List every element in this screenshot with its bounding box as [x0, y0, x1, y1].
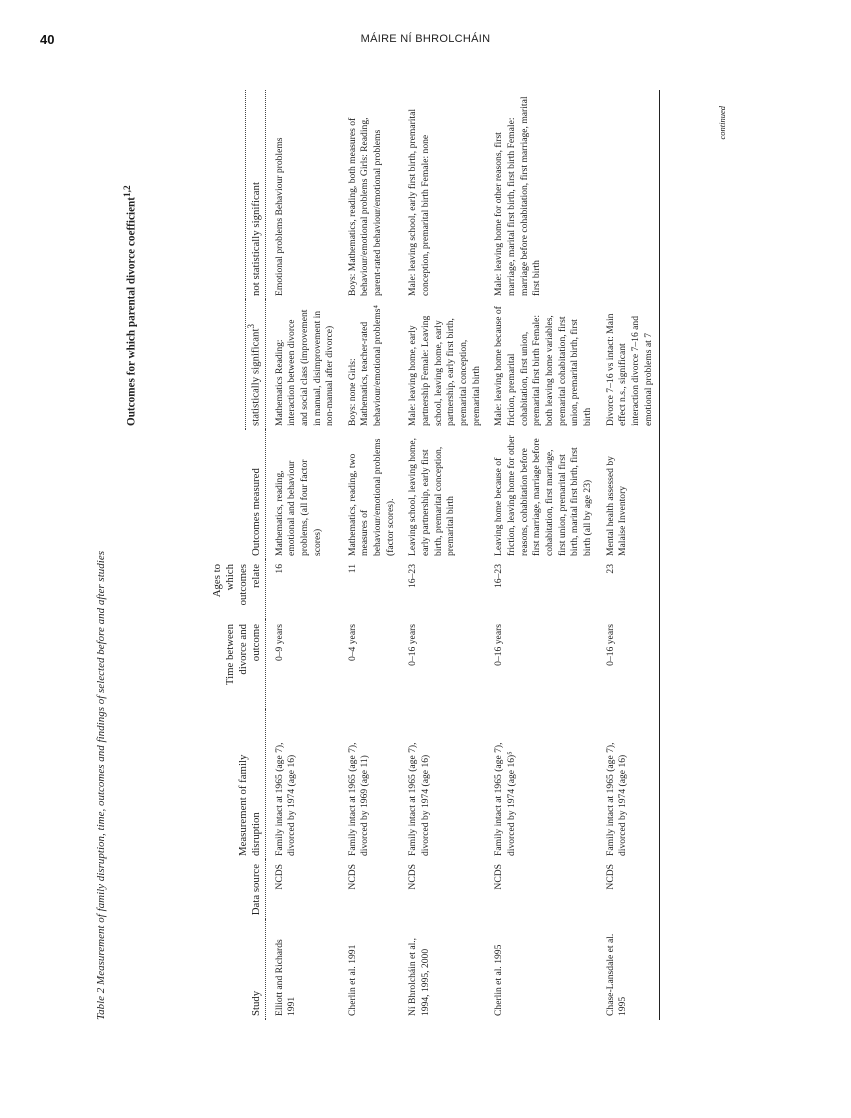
cell-measurement: Family intact at 1965 (age 7), divorced by 1974 (age 16)⁵: [493, 742, 518, 856]
table-caption: Table 2 Measurement of family disruption, time, outcomes and findings of selected before and after studies: [95, 551, 107, 1020]
cell-significant: Divorce 7–16 vs intact: Main effect n.s., significant interaction divorce 7–16 and emotional problems at 7: [599, 300, 660, 430]
cell-measurement: Family intact at 1965 (age 7), divorced by 1974 (age 16): [407, 742, 432, 856]
header-outcomes-group: [119, 90, 246, 430]
header-outcomes-group-sup: 1,2: [123, 185, 133, 197]
cell-ages: 23: [599, 560, 660, 620]
cell-outcomes-measured: Mathematics, reading, emotional and behaviour problems, (all four factor scores): [273, 459, 323, 556]
cell-outcomes-measured: Leaving home because of friction, leaving home for other reasons, cohabitation before first marriage, marriage before cohabitation, first marriage, first union, premarital first birth, marital first birth, first birth (all by age 23): [493, 435, 593, 556]
header-data-source: Data source: [119, 860, 265, 920]
cell-significant: Male: leaving home because of friction, premarital cohabitation, first union, premarital first birth Female: both leaving home variables, premarital cohabitation, first union, premarital birth, first birth: [493, 306, 593, 426]
header-study: Study: [119, 920, 265, 1020]
table-row: [265, 90, 341, 1020]
cell-ages: 16: [273, 564, 285, 574]
cell-ages: 16–23: [407, 564, 419, 588]
header-significant: [246, 300, 266, 430]
cell-measurement: Family intact at 1965 (age 7), divorced by 1974 (age 16): [599, 710, 660, 860]
continued-note: continued: [717, 106, 727, 140]
cell-significant: Boys: none Girls: Mathematics, teacher-rated behaviour/emotional problems⁴: [346, 305, 384, 426]
cell-study: Chase-Lansdale et al. 1995: [599, 920, 660, 1020]
cell-significant: Male: leaving home, early partnership Female: Leaving school, leaving home, early partnership, early first birth, premarital conception, premarital birth: [407, 315, 482, 426]
header-not-significant: not statistically significant: [246, 90, 266, 300]
cell-time-between: 0–4 years: [346, 624, 358, 662]
cell-time-between: 0–16 years: [599, 620, 660, 710]
cell-significant: Mathematics Reading: interaction between divorce and social class (improvement in manual, disimprovement in non-manual after divorce): [273, 309, 336, 426]
cell-ages: 16–23: [493, 564, 505, 588]
cell-measurement: Family intact at 1965 (age 7), divorced by 1974 (age 16): [273, 742, 298, 856]
header-significant-sup: 3: [246, 324, 256, 329]
header-measurement: Measurement of family disruption: [119, 710, 265, 860]
cell-not-significant: Male: leaving school, early first birth, premarital conception, premarital birth Female: none: [407, 108, 432, 296]
cell-time-between: 0–16 years: [407, 624, 419, 666]
header-ages: Ages to which outcomes relate: [119, 560, 265, 620]
cell-not-significant: [599, 90, 660, 300]
studies-table: [119, 90, 660, 1020]
cell-outcomes-measured: Mathematics, reading, two measures of behaviour/emotional problems (factor scores).: [346, 438, 396, 556]
cell-time-between: 0–16 years: [493, 624, 505, 666]
running-head: MÁIRE NÍ BHROLCHÁIN: [360, 33, 491, 45]
cell-data-source: NCDS: [346, 864, 358, 890]
cell-data-source: NCDS: [407, 864, 419, 890]
cell-time-between: 0–9 years: [273, 624, 285, 662]
header-outcomes-measured: Outcomes measured: [119, 430, 265, 560]
cell-study: Cherlin et al. 1991: [346, 944, 358, 1016]
cell-data-source: NCDS: [599, 860, 660, 920]
cell-measurement: Family intact at 1965 (age 7), divorced by 1969 (age 11): [346, 742, 371, 856]
page-number: 40: [40, 32, 55, 47]
cell-outcomes-measured: Mental health assessed by Malaise Inventory: [599, 430, 660, 560]
cell-not-significant: Emotional problems Behaviour problems: [273, 137, 285, 296]
cell-data-source: NCDS: [273, 864, 285, 890]
table-row: [599, 90, 660, 1020]
table-row: [341, 90, 402, 1020]
cell-not-significant: Boys: Mathematics, reading, both measures of behaviour/emotional problems Girls: Reading, parent-rated behaviour/emotional problems: [346, 117, 384, 296]
cell-study: Elliott and Richards 1991: [273, 939, 298, 1016]
cell-study: Ní Bhrolcháin et al., 1994, 1995, 2000: [407, 937, 432, 1016]
table-row: [487, 90, 598, 1020]
header-outcomes-group-text: Outcomes for which parental divorce coefficient: [125, 197, 138, 426]
header-time-between: Time between divorce and outcome: [119, 620, 265, 710]
cell-ages: 11: [346, 564, 358, 574]
header-significant-text: statistically significant: [249, 328, 262, 426]
cell-data-source: NCDS: [493, 864, 505, 890]
cell-outcomes-measured: Leaving school, leaving home, early partnership, early first birth, premarital conception, premarital birth: [407, 437, 457, 556]
table-row: [401, 90, 487, 1020]
cell-study: Cherlin et al. 1995: [493, 944, 505, 1016]
cell-not-significant: Male: leaving home for other reasons, first marriage, marital first birth, first birth Female: marriage before cohabitation, first marriage, marital first birth: [493, 96, 543, 296]
rotated-table-page: [95, 90, 735, 1020]
